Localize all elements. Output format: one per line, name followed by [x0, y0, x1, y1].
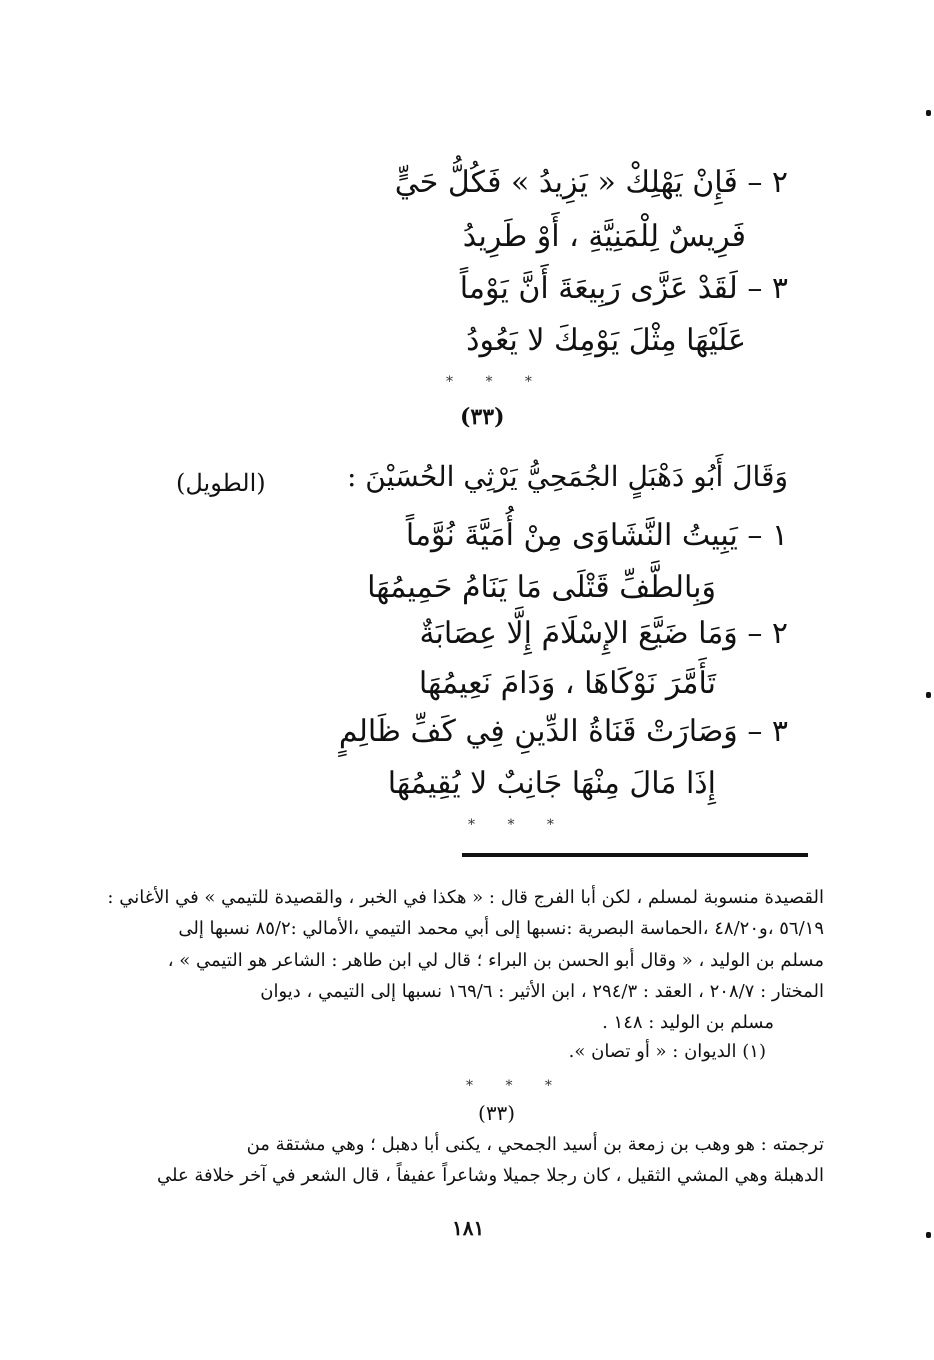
translation-line-1: ترجمته : هو وهب بن زمعة بن أسيد الجمحي ، يكنى أبا دهبل ؛ وهي مشتقة من: [246, 1134, 824, 1155]
footnote-line-1: القصيدة منسوبة لمسلم ، لكن أبا الفرج قال : « هكذا في الخبر ، والقصيدة للتيمي » في الأغاني :: [107, 887, 824, 908]
page-number: ١٨١: [452, 1216, 485, 1240]
verse-3b-second-hemistich: إِذَا مَالَ مِنْهَا جَانِبٌ لا يُقِيمُهَا: [387, 766, 716, 801]
edge-mark-top: [926, 110, 931, 116]
verse-2-second-hemistich: فَرِيسٌ لِلْمَنِيَّةِ ، أَوْ طَرِيدُ: [462, 219, 746, 254]
verse-1-first-hemistich: ١ – يَبِيتُ النَّشَاوَى مِنْ أُمَيَّةَ نُوَّماً: [405, 518, 788, 553]
translation-line-2: الدهبلة وهي المشي الثقيل ، كان رجلا جميلا وشاعراً عفيفاً ، قال الشعر في آخر خلافة علي: [156, 1165, 824, 1186]
verse-3-second-hemistich: عَلَيْهَا مِثْلَ يَوْمِكَ لا يَعُودُ: [466, 323, 746, 358]
meter-label: (الطويل): [176, 469, 266, 497]
separator-stars-2: * * *: [468, 817, 568, 833]
section-number-2: (٣٣): [478, 1101, 516, 1125]
footnote-line-2: ٥٦/١٩ ،و٤٨/٢٠ ،الحماسة البصرية :نسبها إلى أبي محمد التيمي ،الأمالي :٨٥/٢ نسبها إلى: [178, 918, 824, 939]
verse-2-first-hemistich: ٢ – فَإِنْ يَهْلِكْ « يَزِيدُ » فَكُلُّ حَيٍّ: [394, 165, 788, 200]
edge-mark-bottom: [926, 1232, 931, 1238]
footnote-rule: [462, 853, 808, 857]
footnote-line-3: مسلم بن الوليد ، « وقال أبو الحسن بن البراء ؛ قال لي ابن طاهر : الشاعر هو التيمي » ،: [167, 950, 824, 971]
edge-mark-mid: [926, 692, 931, 698]
footnote-line-5: مسلم بن الوليد : ١٤٨ .: [602, 1012, 774, 1033]
separator-stars-3: * * *: [466, 1078, 566, 1094]
verse-3-first-hemistich: ٣ – لَقَدْ عَزَّى رَبِيعَةَ أَنَّ يَوْماً: [459, 271, 788, 306]
verse-2b-first-hemistich: ٢ – وَمَا ضَيَّعَ الإِسْلَامَ إِلَّا عِصَابَةٌ: [419, 616, 788, 651]
footnote-line-4: المختار : ٢٠٨/٧ ، العقد : ٢٩٤/٣ ، ابن الأثير : ١٦٩/٦ نسبها إلى التيمي ، ديوان: [260, 981, 824, 1002]
verse-3b-first-hemistich: ٣ – وَصَارَتْ قَنَاةُ الدِّينِ فِي كَفِّ ظَالِمٍ: [338, 714, 788, 749]
verse-1-second-hemistich: وَبِالطَّفِّ قَتْلَى مَا يَنَامُ حَمِيمُهَا: [367, 570, 716, 605]
verse-2b-second-hemistich: تَأَمَّرَ نَوْكَاهَا ، وَدَامَ نَعِيمُهَا: [418, 666, 716, 701]
poem-introduction: وَقَالَ أَبُو دَهْبَلٍ الجُمَحِيُّ يَرْثِي الحُسَيْنَ :: [346, 460, 788, 493]
separator-stars: * * *: [446, 374, 546, 390]
footnote-1: (١) الديوان : « أو تصان ».: [568, 1041, 766, 1062]
section-number: (٣٣): [460, 404, 505, 430]
